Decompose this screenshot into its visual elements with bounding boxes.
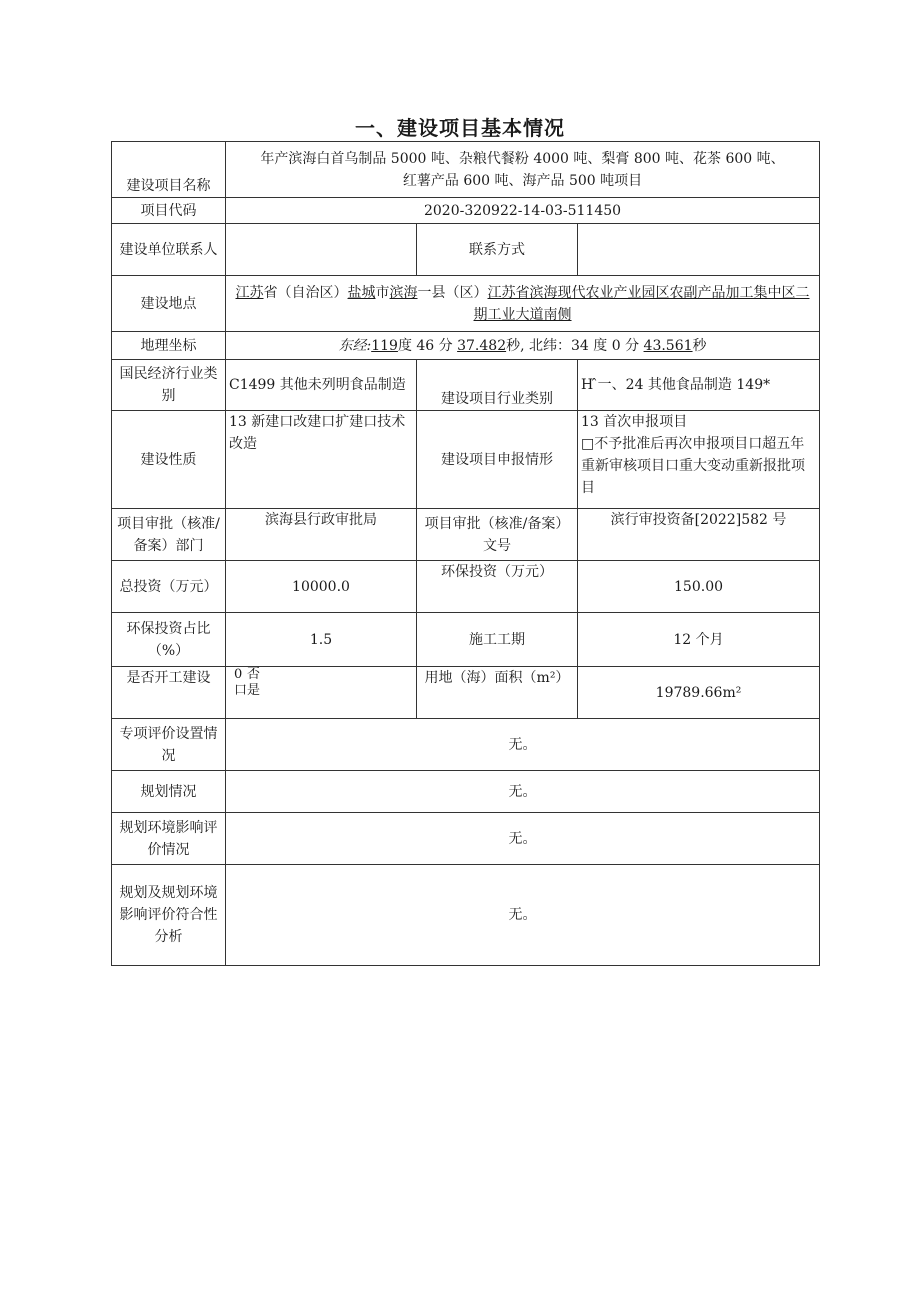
project-name-label: 建设项目名称: [112, 142, 226, 198]
area-value: 19789.66m²: [578, 667, 820, 719]
approval-doc-value: 滨行审投资备[2022]582 号: [578, 509, 820, 561]
coord-east-min: 度 46 分: [397, 337, 458, 354]
special-eval-label: 专项评价设置情况: [112, 719, 226, 771]
row-investment: [112, 561, 820, 613]
coord-east-deg: 119: [371, 337, 398, 354]
location-province-suffix: 省（自治区）: [263, 284, 348, 301]
project-industry-value: H ̂一、24 其他食品制造 149*: [578, 360, 820, 411]
started-option-no: 否: [247, 667, 261, 682]
location-county-suffix: 一县（区）: [417, 284, 488, 301]
project-name-line1: 年产滨海白首乌制品 5000 吨、杂粮代餐粉 4000 吨、梨膏 800 吨、花茶 600 吨、: [260, 150, 785, 167]
report-value: [578, 411, 820, 509]
started-mark-yes: 口: [234, 683, 248, 698]
row-ratio: [112, 613, 820, 667]
row-special-eval: [112, 719, 820, 771]
approval-dept-value: 滨海县行政审批局: [226, 509, 417, 561]
industry-label: 国民经济行业类别: [112, 360, 226, 411]
page-title: 一、建设项目基本情况: [355, 116, 565, 140]
nature-label: 建设性质: [112, 411, 226, 509]
coord-north: 秒, 北纬：34 度 0 分: [506, 337, 644, 354]
row-project-name: [112, 142, 820, 198]
location-city: 盐城: [347, 284, 376, 301]
coordinates-value: [226, 332, 820, 360]
area-label: 用地（海）面积（m²）: [417, 667, 578, 719]
coord-north-sec: 43.561: [643, 337, 693, 354]
location-detail: 江苏省滨海现代农业产业园区农副产品加工集中区二期工业大道南侧: [473, 284, 810, 323]
coord-east-prefix: 东经:: [338, 337, 372, 354]
ratio-label: 环保投资占比（%）: [112, 613, 226, 667]
location-label: 建设地点: [112, 276, 226, 332]
industry-value: C1499 其他未列明食品制造: [226, 360, 417, 411]
investment-value: 10000.0: [226, 561, 417, 613]
env-investment-value: 150.00: [578, 561, 820, 613]
location-value: [226, 276, 820, 332]
started-label: 是否开工建设: [112, 667, 226, 719]
row-industry: [112, 360, 820, 411]
row-project-code: [112, 198, 820, 224]
special-eval-value: 无。: [226, 719, 820, 771]
row-started: [112, 667, 820, 719]
row-contact: [112, 224, 820, 276]
planning-compliance-value: 无。: [226, 865, 820, 966]
contact-method-label: 联系方式: [417, 224, 578, 276]
contact-method-value: [578, 224, 820, 276]
approval-doc-label: 项目审批（核准/备案）文号: [417, 509, 578, 561]
planning-label: 规划情况: [112, 771, 226, 813]
period-value: 12 个月: [578, 613, 820, 667]
report-line2: □不予批准后再次申报项目口超五年重新审核项目口重大变动重新报批项目: [581, 436, 805, 496]
investment-label: 总投资（万元）: [112, 561, 226, 613]
ratio-value: 1.5: [226, 613, 417, 667]
project-industry-label: 建设项目行业类别: [417, 360, 578, 411]
planning-value: 无。: [226, 771, 820, 813]
project-name-value: [226, 142, 820, 198]
project-info-table: [111, 141, 820, 966]
contact-value: [226, 224, 417, 276]
contact-label: 建设单位联系人: [112, 224, 226, 276]
report-line1: 13 首次申报项目: [581, 414, 688, 430]
period-label: 施工工期: [417, 613, 578, 667]
coord-east-sec: 37.482: [457, 337, 507, 354]
location-city-suffix: 市: [375, 284, 390, 301]
row-approval: [112, 509, 820, 561]
project-code-label: 项目代码: [112, 198, 226, 224]
coord-sec-unit: 秒: [692, 337, 707, 354]
row-planning: [112, 771, 820, 813]
coordinates-label: 地理坐标: [112, 332, 226, 360]
row-nature: [112, 411, 820, 509]
project-code-value: 2020-320922-14-03-511450: [226, 198, 820, 224]
planning-compliance-label: 规划及规划环境影响评价符合性分析: [112, 865, 226, 966]
row-planning-compliance: [112, 865, 820, 966]
planning-env-label: 规划环境影响评价情况: [112, 813, 226, 865]
approval-dept-label: 项目审批（核准/备案）部门: [112, 509, 226, 561]
report-label: 建设项目申报情形: [417, 411, 578, 509]
env-investment-label: 环保投资（万元）: [417, 561, 578, 613]
started-option-yes: 是: [247, 683, 261, 698]
row-planning-env: [112, 813, 820, 865]
started-options: [226, 667, 417, 719]
started-marks: [234, 667, 247, 699]
planning-env-value: 无。: [226, 813, 820, 865]
started-mark-no: 0: [234, 667, 243, 682]
nature-value: 13 新建口改建口扩建口技术改造: [226, 411, 417, 509]
location-province: 江苏: [235, 284, 264, 301]
row-coordinates: [112, 332, 820, 360]
location-county: 滨海: [389, 284, 418, 301]
started-labels: [247, 667, 260, 699]
project-name-line2: 红薯产品 600 吨、海产品 500 吨项目: [402, 172, 643, 189]
row-location: [112, 276, 820, 332]
